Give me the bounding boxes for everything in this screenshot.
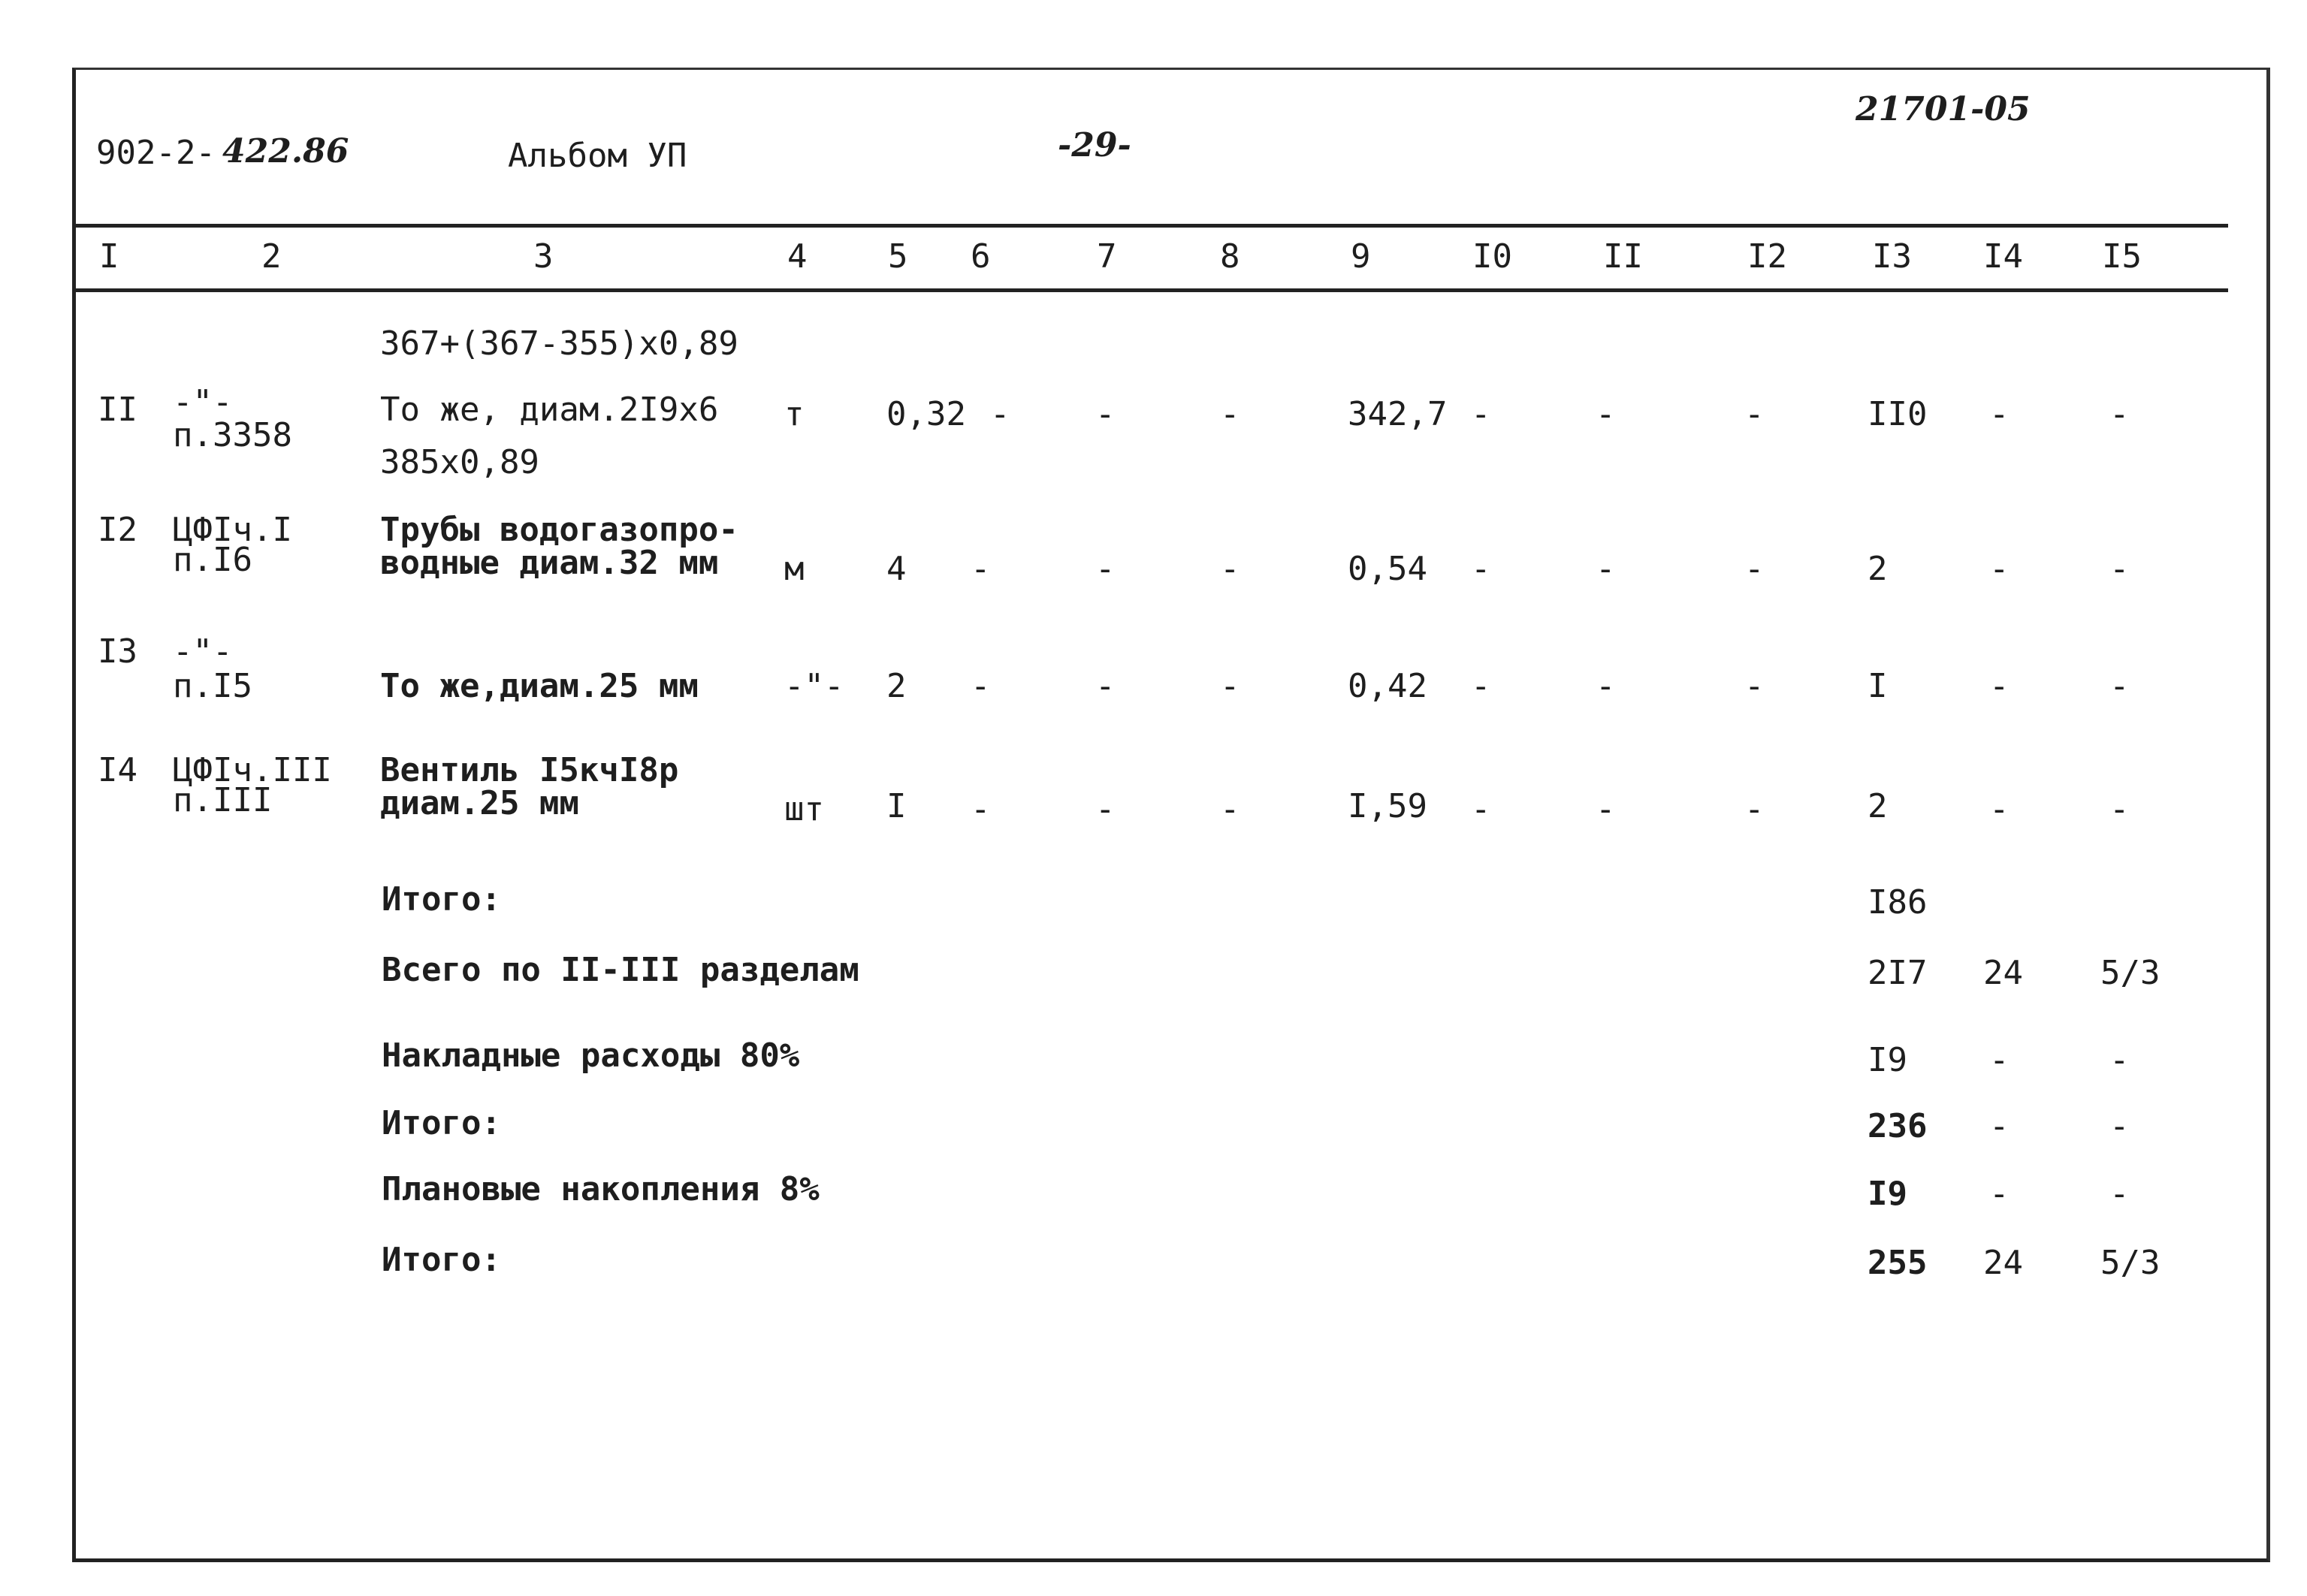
source-item: п.III bbox=[173, 781, 273, 819]
col7-value: - bbox=[1095, 667, 1116, 705]
total-col15: - bbox=[2109, 1041, 2130, 1079]
col12-value: - bbox=[1744, 790, 1765, 828]
item-description: Трубы водогазопро- bbox=[380, 511, 738, 549]
total-col14: 24 bbox=[1983, 1244, 2023, 1282]
row-number: I4 bbox=[98, 751, 137, 789]
col5-value: 0,32 bbox=[886, 395, 966, 433]
col-header-4: 4 bbox=[787, 237, 808, 276]
col6-value: - bbox=[971, 550, 991, 588]
col7-value: - bbox=[1095, 790, 1116, 828]
header-rule-bottom bbox=[72, 288, 2228, 292]
col15-value: - bbox=[2109, 550, 2130, 588]
col-header-9: 9 bbox=[1351, 237, 1371, 276]
col9-value: 0,42 bbox=[1348, 667, 1427, 705]
doc-code-number: 422.86 bbox=[222, 132, 349, 170]
col5-value: 4 bbox=[886, 550, 907, 588]
total-col14: - bbox=[1989, 1175, 2010, 1213]
col-header-13: I3 bbox=[1872, 237, 1912, 276]
col-header-10: I0 bbox=[1472, 237, 1512, 276]
col13-value: I bbox=[1868, 667, 1888, 705]
col13-value: 2 bbox=[1868, 550, 1888, 588]
source-ref: -"- bbox=[173, 632, 233, 671]
col9-value: 342,7 bbox=[1348, 395, 1448, 433]
row-number: I3 bbox=[98, 632, 137, 671]
total-col14: - bbox=[1989, 1041, 2010, 1079]
total-col15: - bbox=[2109, 1175, 2130, 1213]
item-description: То же, диам.2I9x6 bbox=[380, 391, 719, 429]
col14-value: - bbox=[1989, 395, 2010, 433]
col12-value: - bbox=[1744, 550, 1765, 588]
total-col13: I9 bbox=[1868, 1041, 1907, 1079]
total-col15: 5/3 bbox=[2100, 1244, 2161, 1282]
col14-value: - bbox=[1989, 790, 2010, 828]
col8-value: - bbox=[1220, 667, 1240, 705]
col11-value: - bbox=[1596, 667, 1616, 705]
total-col13: 255 bbox=[1868, 1244, 1928, 1282]
total-label: Итого: bbox=[382, 880, 501, 919]
total-label: Плановые накопления 8% bbox=[382, 1170, 820, 1208]
col-header-1: I bbox=[99, 237, 119, 276]
source-item: п.I6 bbox=[173, 541, 252, 579]
col14-value: - bbox=[1989, 667, 2010, 705]
col9-value: I,59 bbox=[1348, 787, 1427, 825]
col10-value: - bbox=[1471, 550, 1491, 588]
total-col13: 236 bbox=[1868, 1107, 1928, 1145]
total-col14: 24 bbox=[1983, 954, 2023, 992]
col12-value: - bbox=[1744, 395, 1765, 433]
col-header-15: I5 bbox=[2102, 237, 2142, 276]
source-ref: ЦФIч.I bbox=[173, 511, 292, 549]
col13-value: 2 bbox=[1868, 787, 1888, 825]
page-number: -29- bbox=[1058, 126, 1131, 164]
unit: т bbox=[784, 395, 805, 433]
header-rule-top bbox=[72, 224, 2228, 228]
col5-value: 2 bbox=[886, 667, 907, 705]
col14-value: - bbox=[1989, 550, 2010, 588]
col-header-7: 7 bbox=[1097, 237, 1117, 276]
col10-value: - bbox=[1471, 790, 1491, 828]
col8-value: - bbox=[1220, 550, 1240, 588]
total-col15: 5/3 bbox=[2100, 954, 2161, 992]
total-col15: - bbox=[2109, 1107, 2130, 1145]
total-col14: - bbox=[1989, 1107, 2010, 1145]
col7-value: - bbox=[1095, 395, 1116, 433]
total-label: Накладные расходы 80% bbox=[382, 1036, 800, 1075]
col6-value: - bbox=[971, 667, 991, 705]
unit: -"- bbox=[784, 667, 844, 705]
formula-line: 367+(367-355)x0,89 bbox=[380, 324, 738, 363]
col6-value: - bbox=[990, 395, 1010, 433]
col-header-3: 3 bbox=[533, 237, 554, 276]
item-description: Вентиль I5кчI8р bbox=[380, 751, 679, 789]
total-col13: I86 bbox=[1868, 883, 1928, 922]
col15-value: - bbox=[2109, 395, 2130, 433]
unit: шт bbox=[784, 790, 824, 828]
item-description-2: 385x0,89 bbox=[380, 443, 539, 481]
col12-value: - bbox=[1744, 667, 1765, 705]
total-label: Итого: bbox=[382, 1241, 501, 1279]
col10-value: - bbox=[1471, 667, 1491, 705]
col9-value: 0,54 bbox=[1348, 550, 1427, 588]
col11-value: - bbox=[1596, 395, 1616, 433]
col-header-11: II bbox=[1603, 237, 1643, 276]
row-number: II bbox=[98, 391, 137, 429]
col11-value: - bbox=[1596, 550, 1616, 588]
col15-value: - bbox=[2109, 667, 2130, 705]
col5-value: I bbox=[886, 787, 907, 825]
col-header-14: I4 bbox=[1983, 237, 2023, 276]
total-label: Всего по II-III разделам bbox=[382, 951, 859, 989]
col8-value: - bbox=[1220, 395, 1240, 433]
col8-value: - bbox=[1220, 790, 1240, 828]
col6-value: - bbox=[971, 790, 991, 828]
col-header-2: 2 bbox=[261, 237, 282, 276]
item-description-2: диам.25 мм bbox=[380, 784, 579, 822]
col-header-8: 8 bbox=[1220, 237, 1240, 276]
col13-value: II0 bbox=[1868, 395, 1928, 433]
col7-value: - bbox=[1095, 550, 1116, 588]
col11-value: - bbox=[1596, 790, 1616, 828]
col-header-6: 6 bbox=[971, 237, 991, 276]
total-col13: 2I7 bbox=[1868, 954, 1928, 992]
source-ref: -"- bbox=[173, 383, 233, 421]
source-item: п.I5 bbox=[173, 667, 252, 705]
document-stamp: 21701-05 bbox=[1856, 90, 2031, 128]
item-description-2: водные диам.32 мм bbox=[380, 544, 719, 582]
item-description-2: То же,диам.25 мм bbox=[380, 667, 699, 705]
col-header-5: 5 bbox=[888, 237, 908, 276]
total-col13: I9 bbox=[1868, 1175, 1907, 1213]
total-label: Итого: bbox=[382, 1104, 501, 1142]
source-item: п.3358 bbox=[173, 416, 292, 454]
col10-value: - bbox=[1471, 395, 1491, 433]
album-title: Альбом УП bbox=[508, 137, 687, 175]
row-number: I2 bbox=[98, 511, 137, 549]
source-ref: ЦФIч.III bbox=[173, 751, 332, 789]
unit: м bbox=[784, 550, 805, 588]
col15-value: - bbox=[2109, 790, 2130, 828]
col-header-12: I2 bbox=[1747, 237, 1787, 276]
doc-code-prefix: 902-2- bbox=[96, 134, 216, 172]
